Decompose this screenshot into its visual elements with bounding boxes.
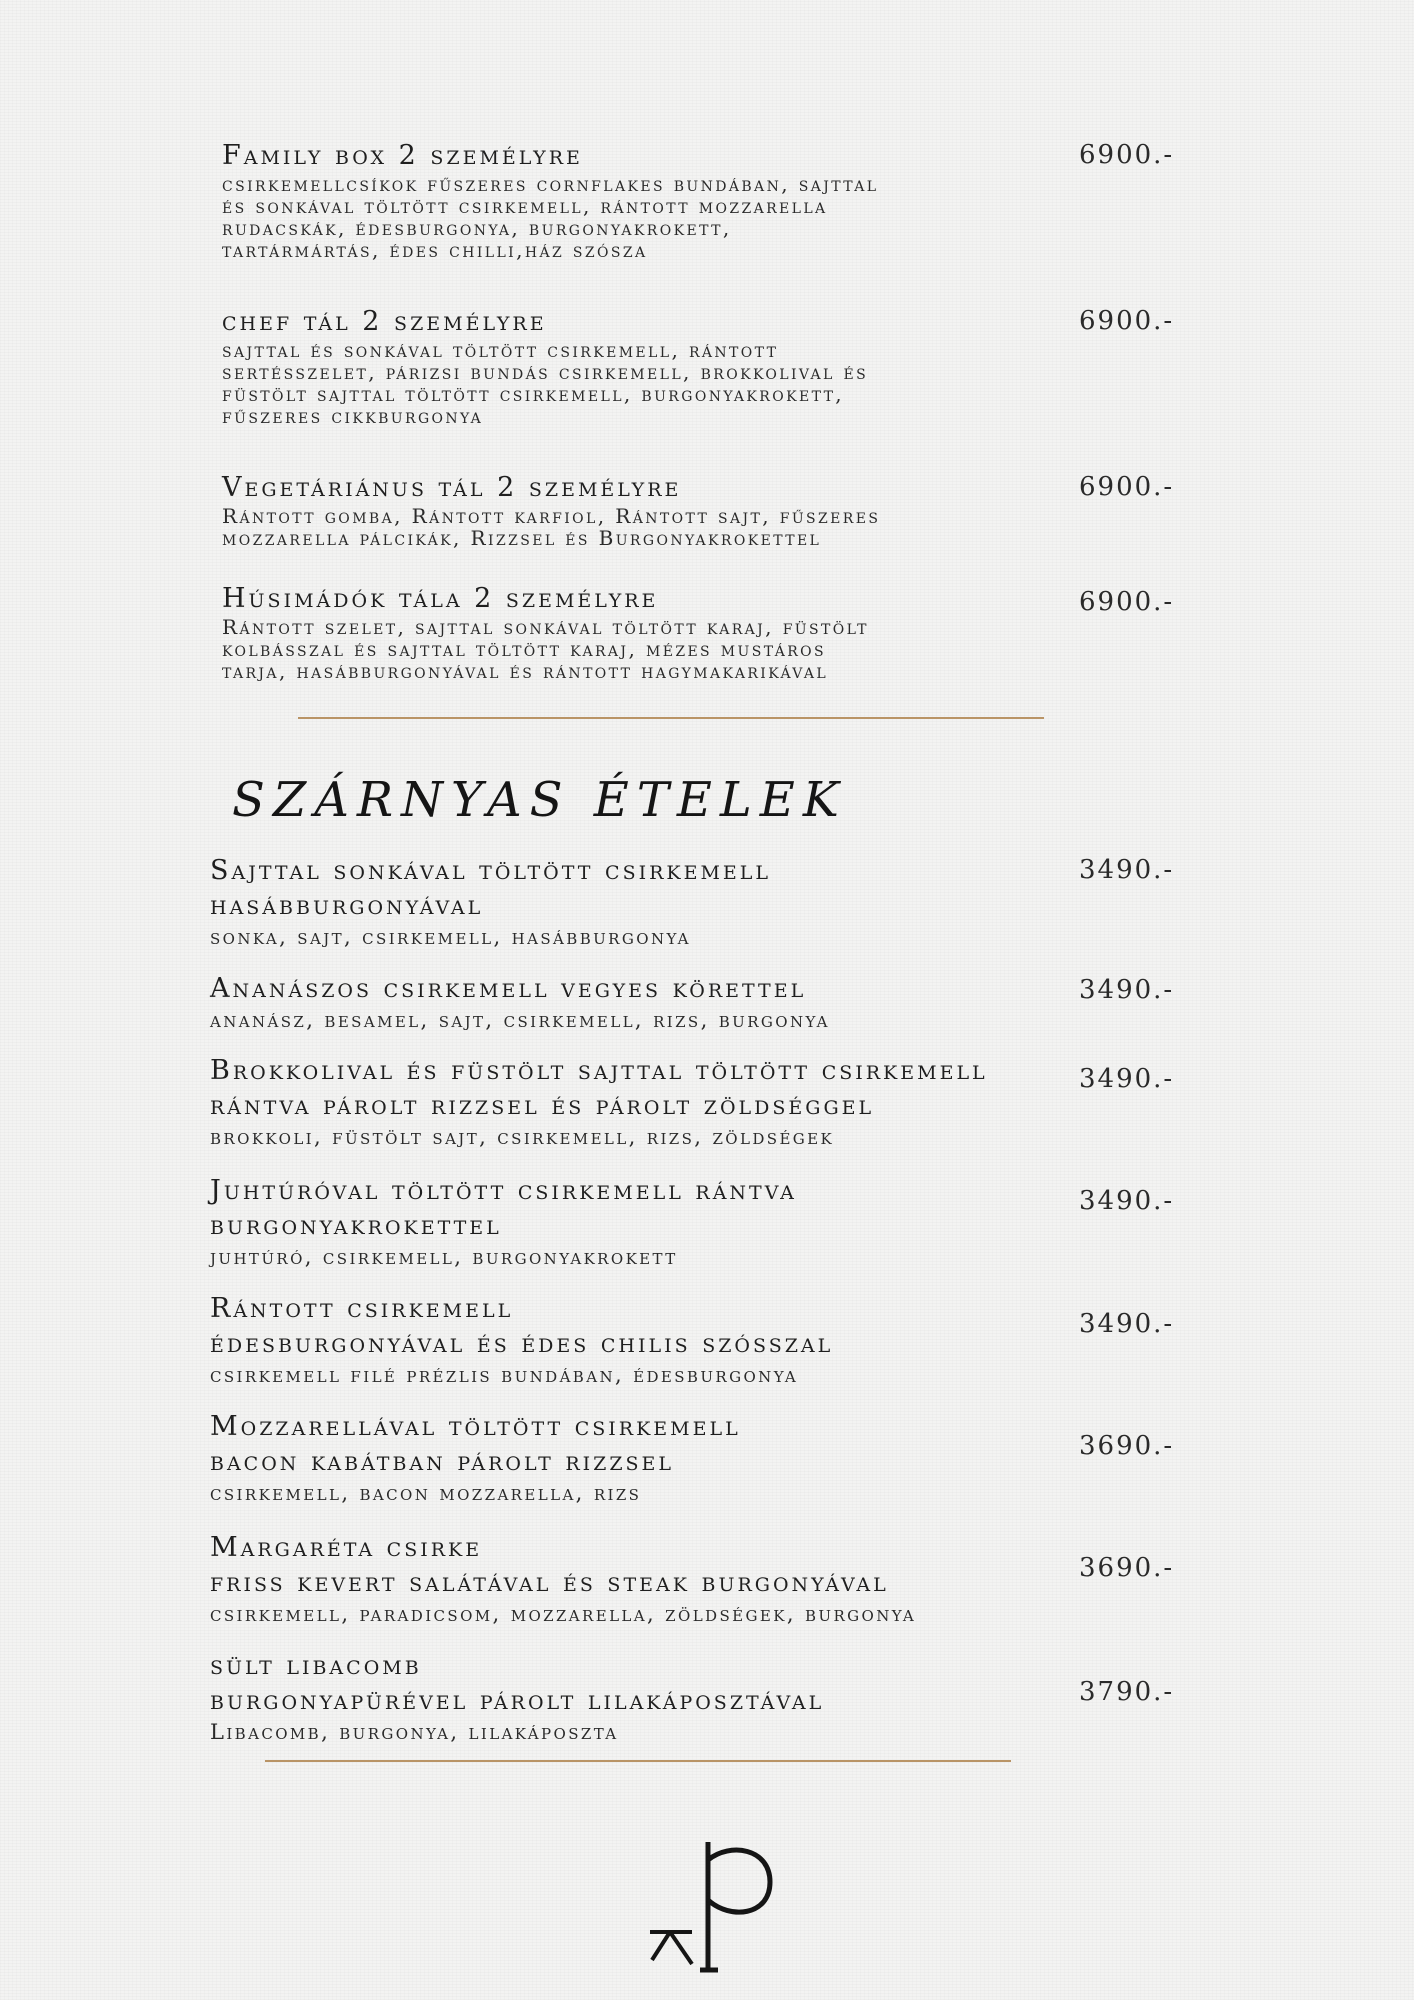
menu-item-mozzarellaval [210, 1409, 1030, 1507]
menu-item-husimadok-tala [222, 581, 1042, 682]
item-price: 3490.- [1079, 1309, 1175, 1339]
menu-item-brokkolival [210, 1053, 1070, 1151]
item-title: chef tál 2 személyre [222, 306, 547, 337]
item-price: 3490.- [1079, 1064, 1175, 1094]
item-description: Rántott szelet, sajttal sonkával töltött karaj, füstölt kolbásszal és sajttal töltött karaj, mézes mustáros tarja, hasábburgonyával és rántott hagymakarikával [222, 615, 869, 683]
item-price: 6900.- [1079, 587, 1175, 617]
item-title: Húsimádók tála 2 személyre [222, 583, 659, 614]
item-description: csirkemell, bacon mozzarella, rizs [210, 1481, 642, 1505]
item-title: sült libacomb burgonyapürével párolt lilakáposztával [210, 1650, 825, 1716]
menu-item-sult-libacomb [210, 1648, 1030, 1746]
menu-item-sajttal-sonkaval [210, 853, 1030, 951]
item-title: Mozzarellával töltött csirkemell bacon kabátban párolt rizzsel [210, 1411, 741, 1477]
item-price: 6900.- [1079, 306, 1175, 336]
menu-item-vegetarianus-tal [222, 470, 1042, 549]
item-title: Vegetáriánus tál 2 személyre [222, 472, 682, 503]
menu-item-chef-tal [222, 304, 1042, 427]
item-description: Rántott gomba, Rántott karfiol, Rántott sajt, fűszeres mozzarella pálcikák, Rizzsel és Burgonyakrokettel [222, 504, 881, 550]
item-description: sonka, sajt, csirkemell, hasábburgonya [210, 925, 691, 949]
menu-item-rantott-csirkemell [210, 1291, 1030, 1389]
item-description: ananász, besamel, sajt, csirkemell, rizs, burgonya [210, 1008, 830, 1032]
item-price: 6900.- [1079, 472, 1175, 502]
item-price: 3690.- [1079, 1431, 1175, 1461]
menu-item-margareta-csirke [210, 1530, 1030, 1628]
item-price: 3790.- [1079, 1677, 1175, 1707]
item-description: csirkemellcsíkok fűszeres cornflakes bundában, sajttal és sonkával töltött csirkemell, rántott mozzarella rudacskák, édesburgonya, burgonyakrokett, tartármártás, édes chilli,ház szósza [222, 172, 879, 262]
item-title: Juhtúróval töltött csirkemell rántva burgonyakrokettel [210, 1175, 797, 1241]
item-title: Ananászos csirkemell vegyes körettel [210, 973, 807, 1004]
item-description: sajttal és sonkával töltött csirkemell, rántott sertésszelet, párizsi bundás csirkemell, brokkolival és füstölt sajttal töltött csirkemell, burgonyakrokett, fűszeres cikkburgonya [222, 338, 869, 428]
menu-item-family-box [222, 138, 1042, 261]
item-description: csirkemell, paradicsom, mozzarella, zöldségek, burgonya [210, 1602, 917, 1626]
item-title: Sajttal sonkával töltött csirkemell hasábburgonyával [210, 855, 772, 921]
item-description: csirkemell filé prézlis bundában, édesburgonya [210, 1363, 799, 1387]
item-price: 6900.- [1079, 140, 1175, 170]
item-price: 3490.- [1079, 975, 1175, 1005]
item-title: Rántott csirkemell édesburgonyával és édes chilis szósszal [210, 1293, 834, 1359]
menu-item-ananaszos [210, 971, 1030, 1034]
item-title: Family box 2 személyre [222, 140, 583, 171]
item-title: Brokkolival és füstölt sajttal töltött csirkemell rántva párolt rizzsel és párolt zöldséggel [210, 1055, 988, 1121]
item-price: 3490.- [1079, 1186, 1175, 1216]
section-divider [298, 717, 1044, 719]
menu-item-juhturoval [210, 1173, 1030, 1271]
kp-logo-icon [630, 1820, 790, 1980]
section-divider [265, 1760, 1011, 1762]
item-price: 3690.- [1079, 1553, 1175, 1583]
item-description: Libacomb, burgonya, lilakáposzta [210, 1720, 619, 1744]
item-description: juhtúró, csirkemell, burgonyakrokett [210, 1245, 678, 1269]
item-title: Margaréta csirke friss kevert salátával és steak burgonyával [210, 1532, 889, 1598]
item-price: 3490.- [1079, 855, 1175, 885]
section-heading: SZÁRNYAS ÉTELEK [232, 772, 847, 828]
item-description: brokkoli, füstölt sajt, csirkemell, rizs, zöldségek [210, 1125, 835, 1149]
